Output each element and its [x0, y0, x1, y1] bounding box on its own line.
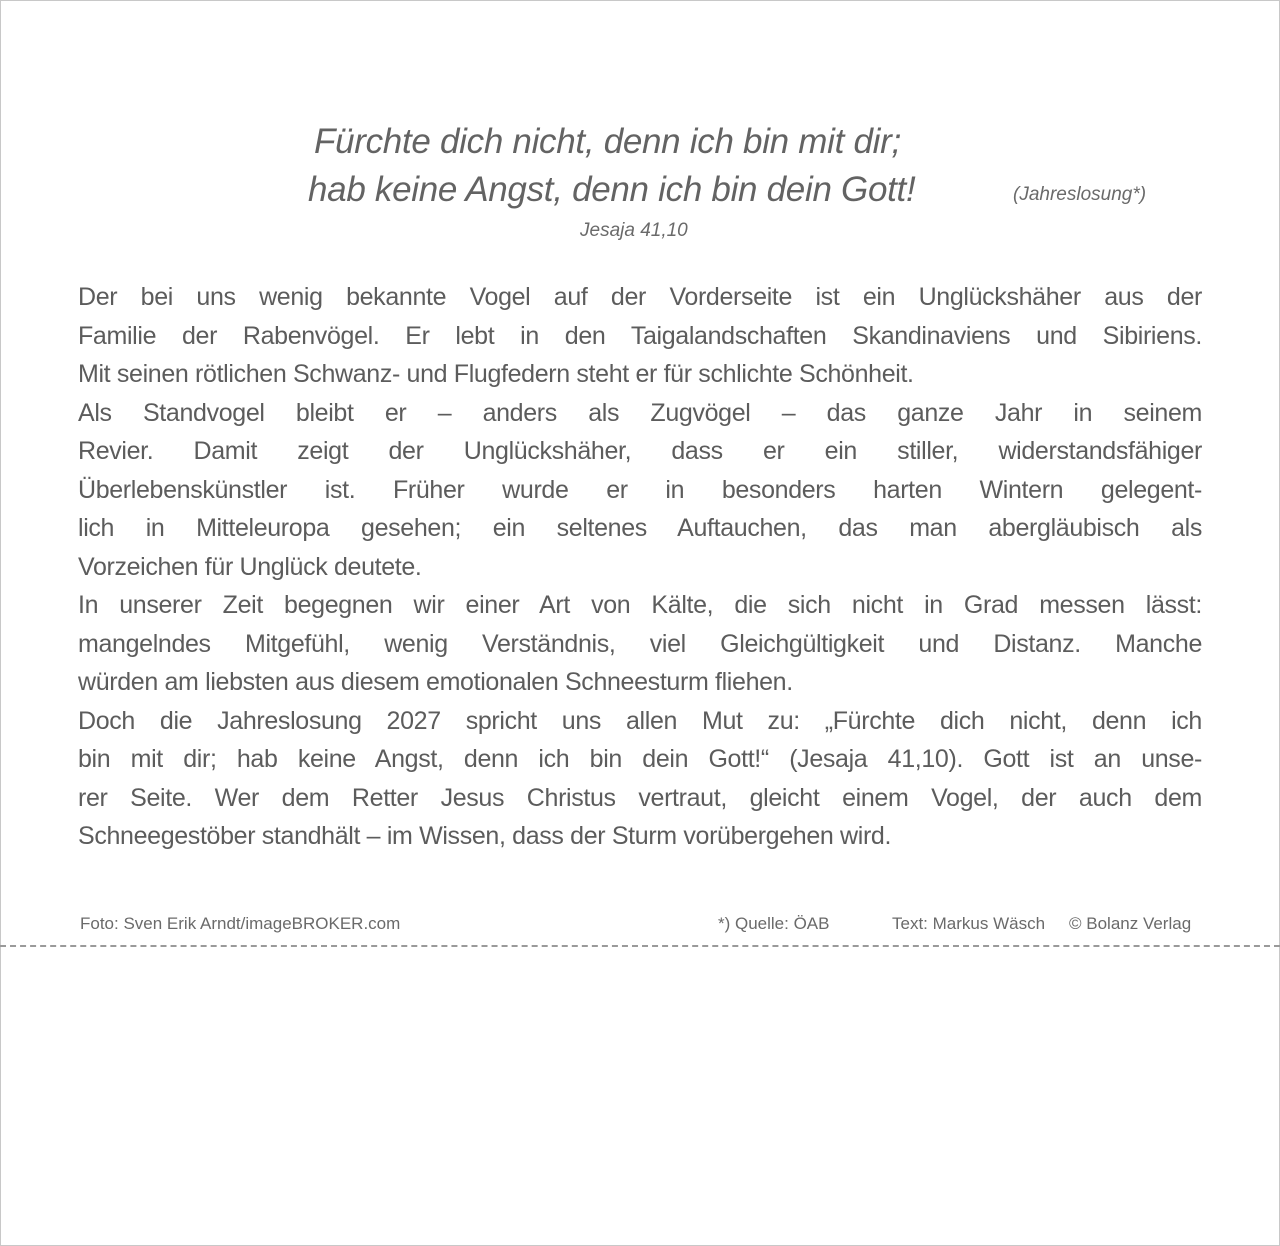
source-note: *) Quelle: ÖAB	[718, 914, 830, 933]
text-line: In unserer Zeit begegnen wir einer Art von Kälte, die sich nicht in Grad messen lässt:	[78, 591, 1202, 619]
paragraph-3	[78, 586, 1202, 702]
verse-note: (Jahreslosung*)	[1013, 184, 1147, 205]
verse-line-1: Fürchte dich nicht, denn ich bin mit dir;	[314, 122, 901, 161]
text-credit: Text: Markus Wäsch	[892, 914, 1046, 933]
text-line: Doch die Jahreslosung 2027 spricht uns allen Mut zu: „Fürchte dich nicht, denn ich	[78, 706, 1202, 735]
text-line: lich in Mitteleuropa gesehen; ein seltenes Auftauchen, das man abergläubisch als	[78, 514, 1202, 542]
paragraph-2	[78, 394, 1202, 587]
text-line: mangelndes Mitgefühl, wenig Verständnis, viel Gleichgültigkeit und Distanz. Manche	[78, 629, 1202, 658]
text-line: Vorzeichen für Unglück deutete.	[78, 552, 422, 581]
text-line: Mit seinen rötlichen Schwanz- und Flugfedern steht er für schlichte Schönheit.	[78, 360, 914, 388]
paragraph-4	[78, 702, 1202, 856]
publisher-credit: © Bolanz Verlag	[1069, 914, 1192, 933]
text-line: Schneegestöber standhält – im Wissen, dass der Sturm vorübergehen wird.	[78, 822, 892, 850]
text-line: rer Seite. Wer dem Retter Jesus Christus vertraut, gleicht einem Vogel, der auch dem	[78, 783, 1202, 812]
body-text	[78, 278, 1202, 856]
photo-credit: Foto: Sven Erik Arndt/imageBROKER.com	[80, 914, 401, 933]
text-line: Der bei uns wenig bekannte Vogel auf der Vorderseite ist ein Unglückshäher aus der	[78, 283, 1202, 311]
paragraph-1	[78, 278, 1202, 394]
text-line: Familie der Rabenvögel. Er lebt in den Taigalandschaften Skandinaviens und Sibiriens.	[78, 321, 1202, 350]
text-line: Als Standvogel bleibt er – anders als Zugvögel – das ganze Jahr in seinem	[78, 398, 1202, 427]
text-line: bin mit dir; hab keine Angst, denn ich bin dein Gott!“ (Jesaja 41,10). Gott ist an unse-	[78, 745, 1202, 773]
text-line: würden am liebsten aus diesem emotionalen Schneesturm fliehen.	[78, 668, 793, 696]
verse-line-2: hab keine Angst, denn ich bin dein Gott!	[308, 170, 916, 209]
verse-reference: Jesaja 41,10	[580, 220, 688, 241]
text-line: Überlebenskünstler ist. Früher wurde er in besonders harten Wintern gelegent-	[78, 475, 1202, 504]
dashed-cut-line	[0, 945, 1280, 947]
text-line: Revier. Damit zeigt der Unglückshäher, dass er ein stiller, widerstandsfähiger	[78, 437, 1202, 465]
